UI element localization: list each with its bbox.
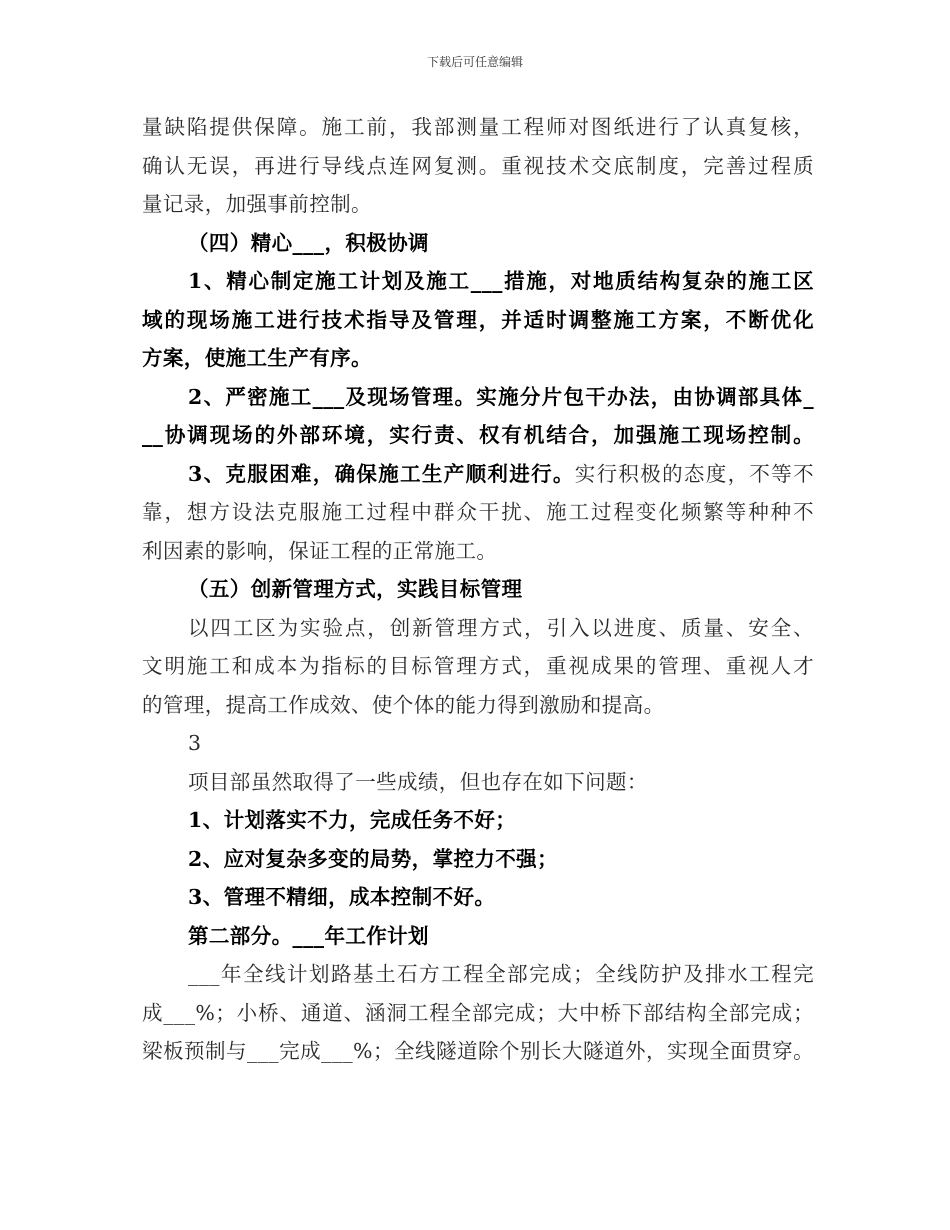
item-3-line — [142, 455, 814, 494]
item-1-line: 域的现场施工进行技术指导及管理，并适时调整施工方案，不断优化 — [142, 307, 814, 332]
paragraph-line: 以四工区为实验点，创新管理方式，引入以进度、质量、安全、 — [188, 615, 814, 640]
section-number: 3 — [188, 731, 202, 755]
paragraph-line: 成___%；小桥、通道、涵洞工程全部完成；大中桥下部结构全部完成； — [142, 1000, 814, 1025]
paragraph-line: 项目部虽然取得了一些成绩，但也存在如下问题： — [188, 769, 648, 794]
paragraph-line: 确认无误，再进行导线点连网复测。重视技术交底制度，完善过程质 — [142, 153, 814, 178]
item-3-line: 靠，想方设法克服施工过程中群众干扰、施工过程变化频繁等种种不 — [142, 500, 814, 524]
item-1-line: 1、精心制定施工计划及施工___措施，对地质结构复杂的施工区 — [188, 269, 814, 293]
paragraph-line: 文明施工和成本为指标的目标管理方式，重视成果的管理、重视人才 — [142, 654, 814, 678]
item-3-title: 3、克服困难，确保施工生产顺利进行。 — [188, 461, 575, 486]
paragraph-line: 量缺陷提供保障。施工前，我部测量工程师对图纸进行了认真复核， — [142, 115, 814, 139]
problem-item: 3、管理不精细，成本控制不好。 — [188, 885, 496, 909]
item-2-line: 2、严密施工___及现场管理。实施分片包干办法，由协调部具体_ — [188, 384, 814, 409]
document-body — [142, 108, 814, 1071]
part-two-heading: 第二部分。___年工作计划 — [188, 923, 429, 948]
paragraph-line: 量记录，加强事前控制。 — [142, 192, 372, 216]
item-2-line: __协调现场的外部环境，实行责、权有机结合，加强施工现场控制。 — [142, 423, 814, 447]
paragraph-line: 梁板预制与___完成___%；全线隧道除个别长大隧道外，实现全面贯穿。 — [142, 1039, 814, 1063]
item-3-line: 利因素的影响，保证工程的正常施工。 — [142, 538, 498, 563]
problem-item: 1、计划落实不力，完成任务不好； — [188, 808, 517, 832]
paragraph-line: 的管理，提高工作成效、使个体的能力得到激励和提高。 — [142, 692, 665, 717]
paragraph-line: ___年全线计划路基土石方工程全部完成；全线防护及排水工程完 — [188, 962, 814, 986]
section-heading-4: （四）精心___，积极协调 — [188, 230, 429, 255]
problem-item: 2、应对复杂多变的局势，掌控力不强； — [188, 846, 558, 871]
page-header: 下载后可任意编辑 — [426, 55, 523, 69]
item-1-line: 方案，使施工生产有序。 — [142, 346, 372, 370]
item-3-text: 实行积极的态度，不等不 — [574, 461, 814, 486]
section-heading-5: （五）创新管理方式，实践目标管理 — [188, 577, 523, 601]
